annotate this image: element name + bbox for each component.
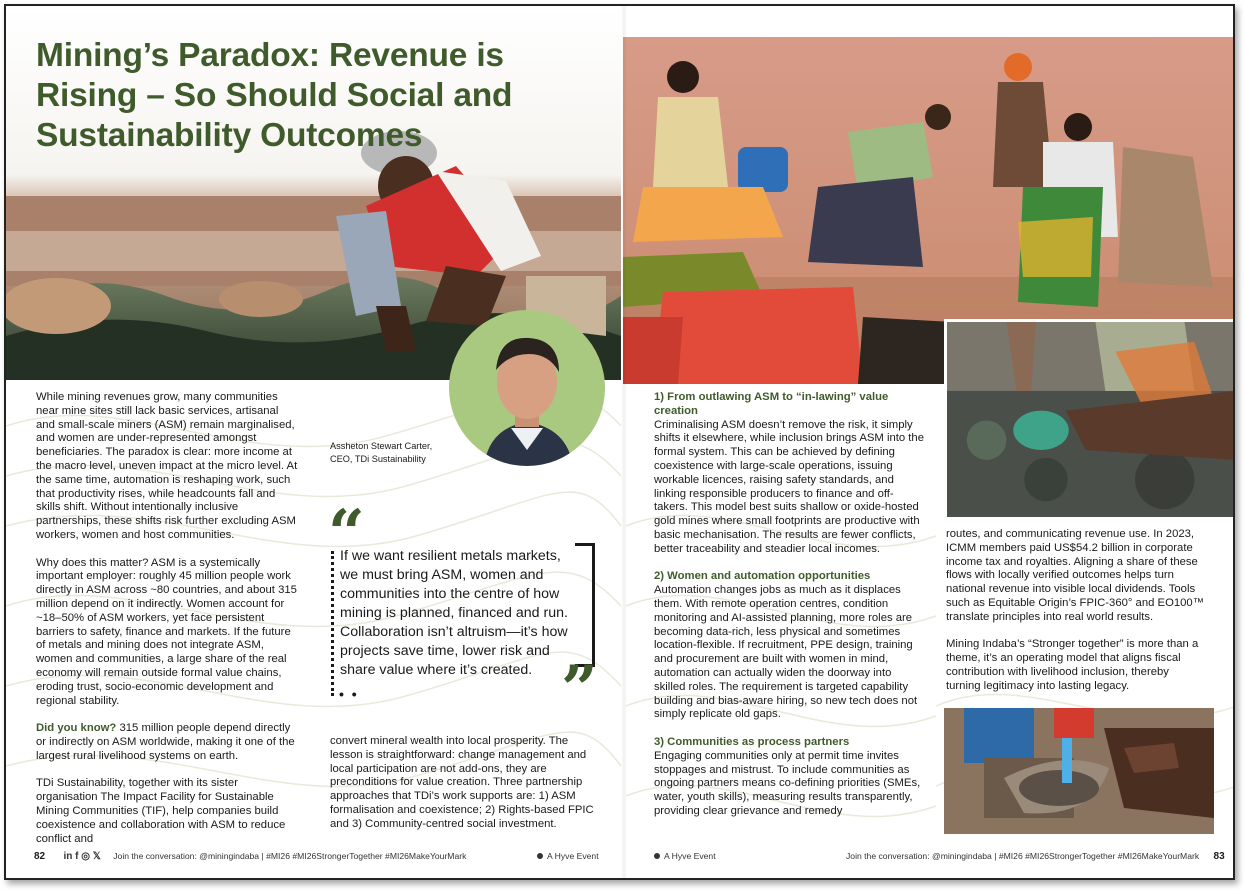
section-2-text: Automation changes jobs as much as it displaces them. With remote operation centres, condition monitoring and AI-assisted planning, more roles are becoming data-rich, less physical and sometimes location-flexible. If recruitment, PPE design, training and procurement are built with women in mind, automation can actually widen the doorway into skilled roles. The requirement is targeted capability building and bias-aware hiring, so new tech does not simply replicate old gaps. bbox=[654, 584, 918, 721]
quote-open-mark: “ bbox=[328, 496, 365, 571]
quote-dotted-line bbox=[331, 551, 335, 696]
footer-conversation-right: Join the conversation: @miningindaba | #MI26 #MI26StrongerTogether #MI26MakeYourMark bbox=[846, 851, 1200, 861]
section-3-heading: 3) Communities as process partners bbox=[654, 735, 850, 748]
column-2 bbox=[330, 735, 600, 845]
section-2-heading: 2) Women and automation opportunities bbox=[654, 570, 871, 583]
footer-event-right bbox=[654, 851, 716, 861]
event-label-right: A Hyve Event bbox=[664, 851, 716, 861]
event-label-left: A Hyve Event bbox=[547, 851, 599, 861]
did-you-know-text: 315 million people depend directly or indirectly on ASM worldwide, making it one of the largest rural livelihood systems on earth. bbox=[36, 722, 295, 762]
footer-left bbox=[34, 851, 466, 862]
caption-name: Assheton Stewart Carter, bbox=[330, 441, 433, 451]
section-1-text: Criminalising ASM doesn’t remove the risk, it simply shifts it elsewhere, while inclusion brings ASM into the formal system. This can be achieved by defining coexistence with large-scale operations, issuing workable licences, raising safety standards, and linking responsible producers to finance and off-takers. This model best suits shallow or oxide-hosted gold mines where small footprints are productive with basic mechanisation. The results are fewer conflicts, better traceability and steadier local incomes. bbox=[654, 418, 924, 555]
photo-hand-holding-ore bbox=[944, 319, 1235, 517]
col4-paragraph-1: routes, and communicating revenue use. In 2023, ICMM members paid US$54.2 billion in corporate income tax and royalties. Aligning a share of these flows with locally verified outcomes helps turn national revenue into visible local dividends. Tools such as Equitable Origin’s FPIC-360° and EO100™ translate principles into real world results. bbox=[946, 528, 1204, 623]
event-dot-icon bbox=[654, 853, 660, 859]
footer-right bbox=[846, 851, 1225, 862]
footer-event-left bbox=[537, 851, 599, 861]
page-fold bbox=[621, 6, 627, 880]
col2-paragraph: convert mineral wealth into local prosperity. The lesson is straightforward: change management and local participation are not add-ons, they are preconditions for value creation. Three partnership approaches that TDi’s work supports are: 1) ASM formalisation and coexistence; 2) Rights-based FPIC and 3) Community-centred social investment. bbox=[330, 735, 594, 830]
event-dot-icon bbox=[537, 853, 543, 859]
caption-role: CEO, TDi Sustainability bbox=[330, 453, 426, 464]
did-you-know-paragraph bbox=[36, 722, 298, 763]
section-1-heading: 1) From outlawing ASM to “in-lawing” value creation bbox=[654, 391, 889, 417]
col4-paragraph-2: Mining Indaba’s “Stronger together” is more than a theme, it’s an operating model that aligns fiscal contribution with livelihood inclusion, thereby turning legitimacy into lasting legacy. bbox=[946, 638, 1199, 692]
ceo-portrait bbox=[449, 310, 605, 466]
portrait-caption bbox=[330, 440, 432, 465]
tdi-paragraph: TDi Sustainability, together with its sister organisation The Impact Facility for Sustainable Mining Communities (TIF), help companies build coexistence and collaboration with ASM to reduce conflict and bbox=[36, 777, 286, 845]
photo-ore-pan bbox=[944, 708, 1214, 834]
quote-close-mark: ” bbox=[561, 652, 598, 727]
social-icons[interactable]: in f ◎ 𝕏 bbox=[63, 851, 101, 862]
did-you-know-label: Did you know? bbox=[36, 722, 117, 735]
intro-paragraph-2: Why does this matter? ASM is a systemically important employer: roughly 45 million people work directly in ASM across ~80 countries, and about 315 million depend on it indirectly. Women account for ~18–50% of ASM workers, yet face persistent barriers to safety, finance and markets. If the future of metals and mining does not integrate ASM, women and communities, a large share of the real economy will remain outside formal value chains, eroding trust, socio-economic development and regional stability. bbox=[36, 556, 297, 707]
article-title: Mining’s Paradox: Revenue is Rising – So Should Social and Sustainability Outcomes bbox=[36, 37, 513, 154]
left-page-number: 82 bbox=[34, 851, 46, 862]
column-3 bbox=[654, 391, 924, 833]
right-page-number: 83 bbox=[1213, 851, 1225, 862]
magazine-spread bbox=[4, 4, 1235, 880]
column-1 bbox=[36, 391, 298, 860]
footer-conversation-left: Join the conversation: @miningindaba | #MI26 #MI26StrongerTogether #MI26MakeYourMark bbox=[113, 851, 467, 861]
section-3-text: Engaging communities only at permit time invites stoppages and mistrust. To include communities as ongoing partners means co-defining priorities (SMEs, water, youth skills), measuring results transparently, providing clear grievance and remedy bbox=[654, 749, 921, 817]
pull-quote: If we want resilient metals markets, we must bring ASM, women and communities into the centre of how mining is planned, financed and run. Collaboration isn’t altruism—it’s how projects save time, lower risk and share value where it’s created. bbox=[340, 548, 568, 678]
intro-paragraph-1: While mining revenues grow, many communities near mine sites still lack basic services, artisanal and small-scale miners (ASM) remain marginalised, and women are under-represented amongst beneficiaries. The paradox is clear: more income at the macro level, uneven impact at the micro level. At the same time, automation is reshaping work, such that productivity rises, while headcounts fall and skills shift. Without intentionally inclusive partnerships, these shifts risk further excluding ASM workers, women and host communities. bbox=[36, 391, 298, 541]
column-4 bbox=[946, 528, 1204, 707]
quote-dots: • • bbox=[339, 686, 359, 702]
